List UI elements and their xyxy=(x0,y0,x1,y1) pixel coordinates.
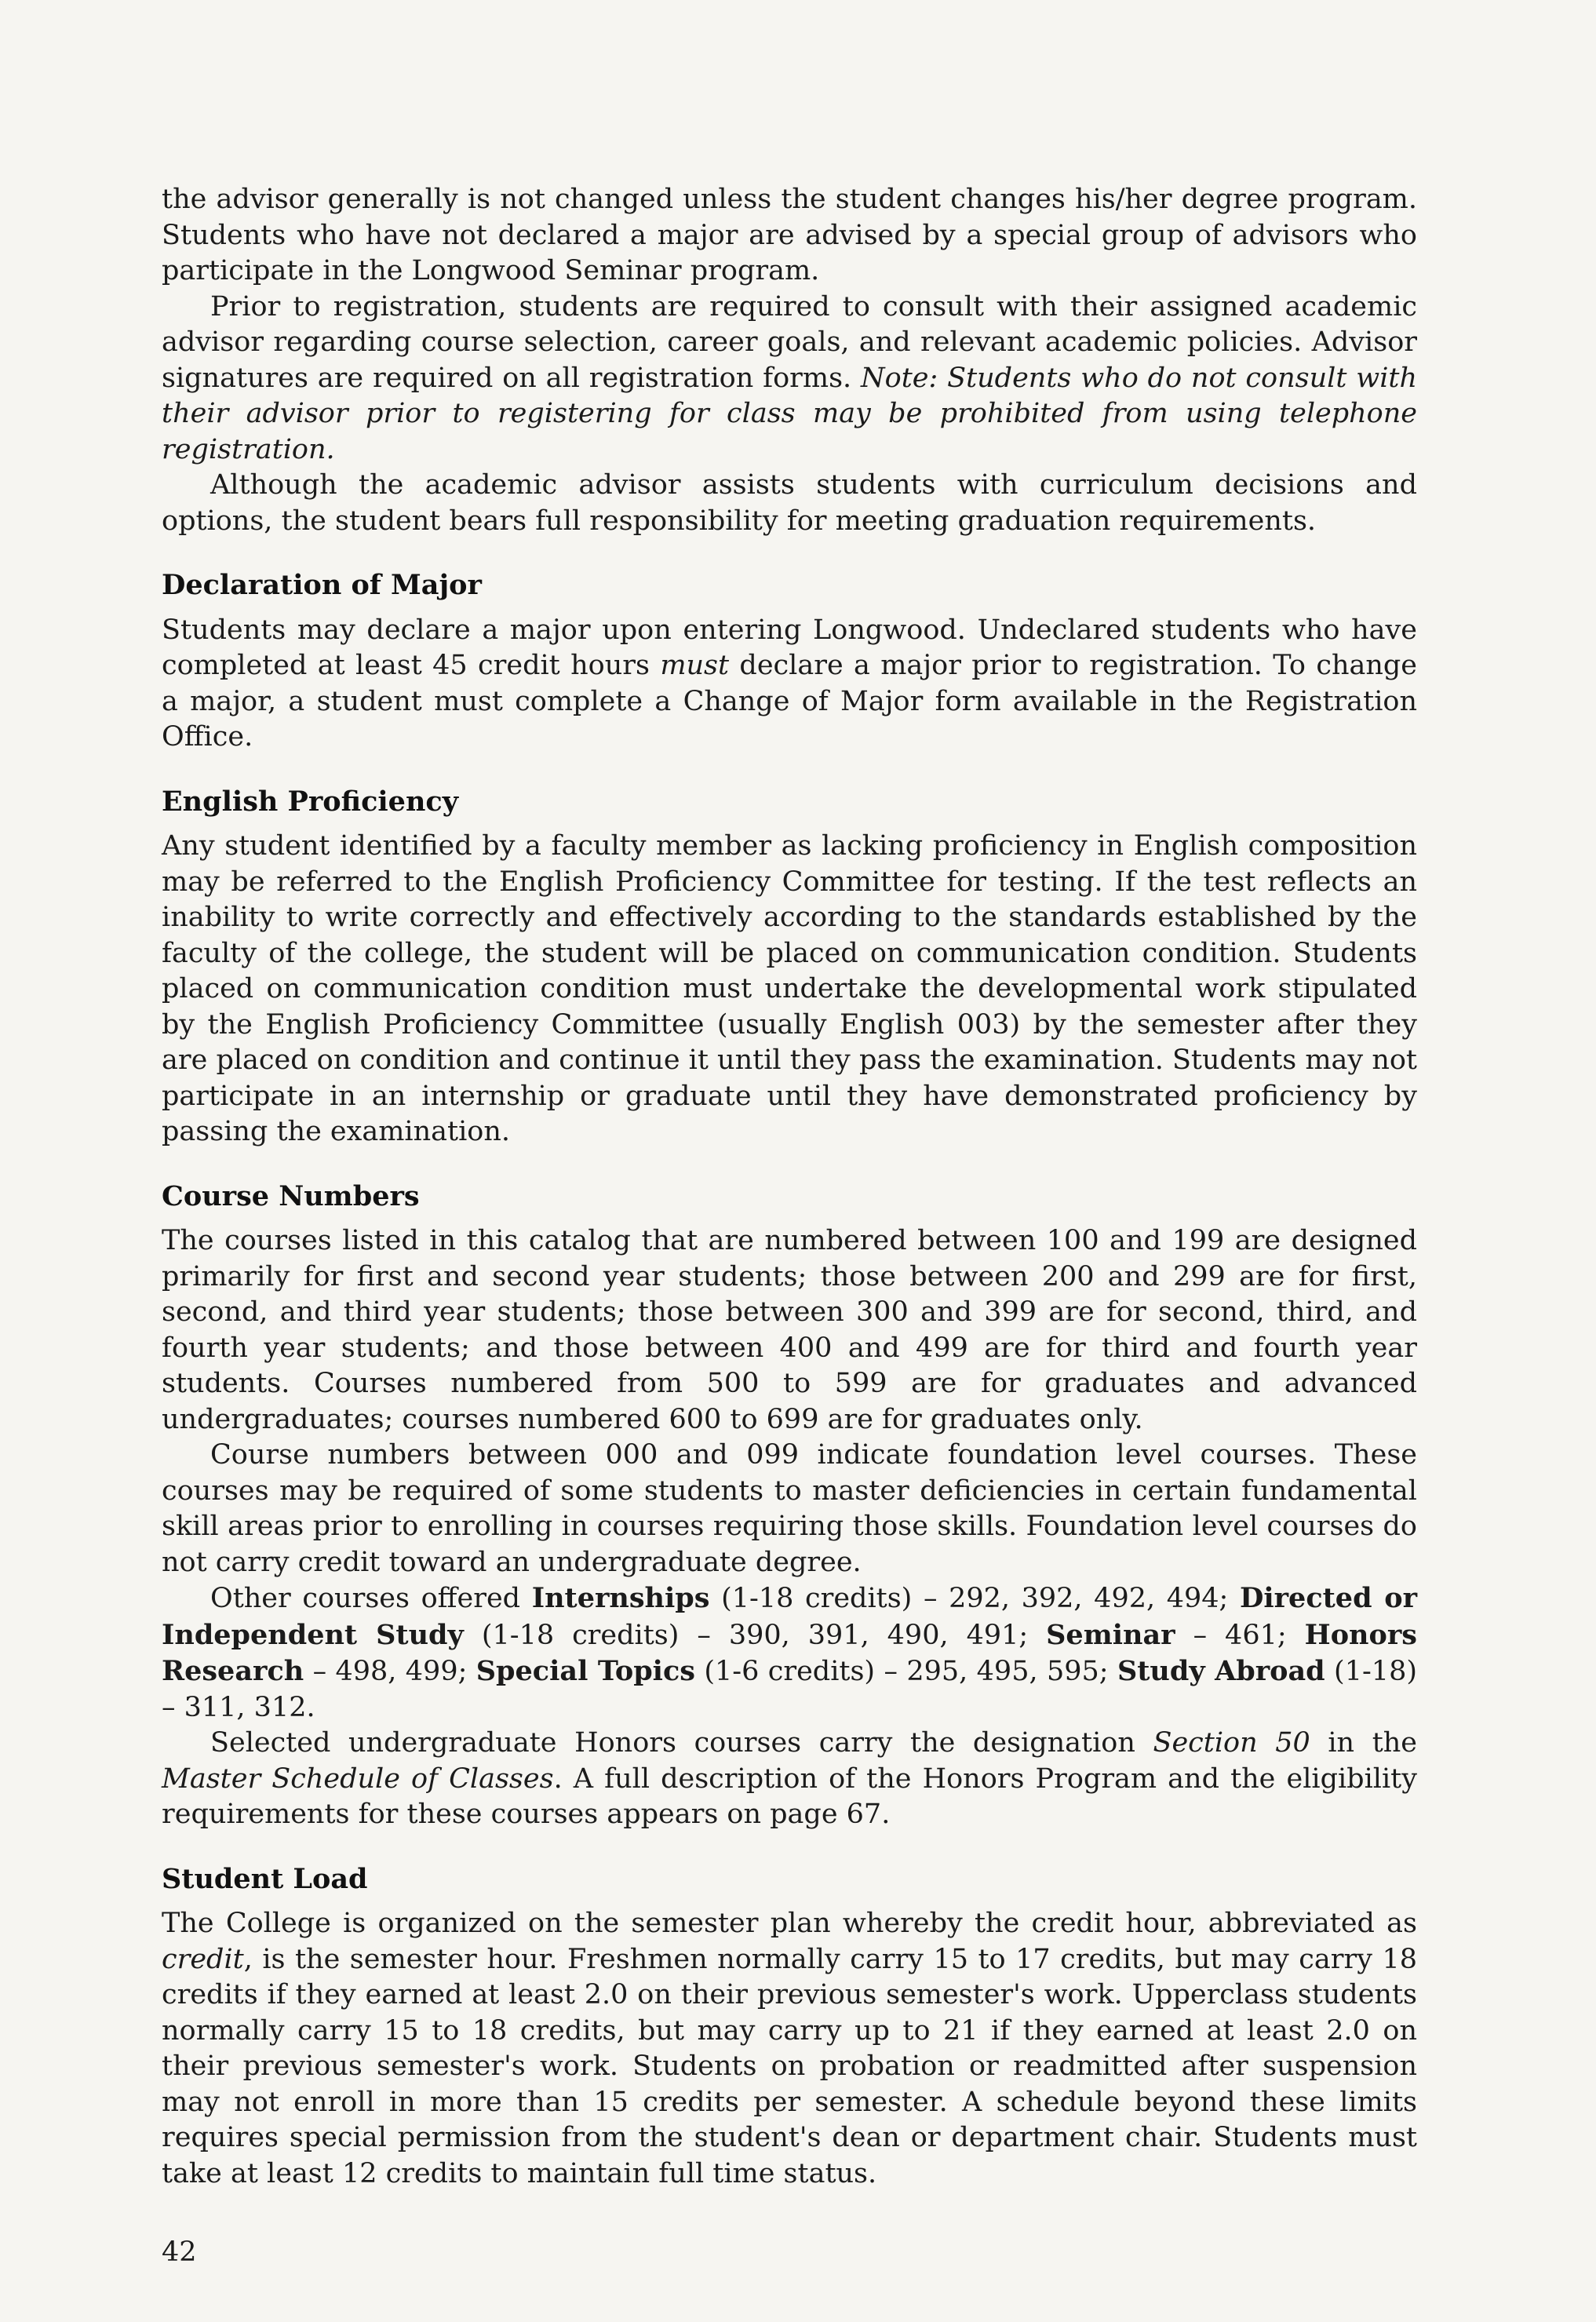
catalog-page xyxy=(162,182,1417,2192)
internships-term: Internships xyxy=(531,1582,710,1614)
declaration-paragraph xyxy=(162,613,1417,756)
course-numbers-heading: Course Numbers xyxy=(162,1179,420,1212)
honors-research-term: Honors Research xyxy=(162,1618,1417,1687)
course-numbers-paragraph-1: The courses listed in this catalog that are numbered between 100 and 199 are designed primarily for first and second year students; those between 200 and 299 are for first, second, and third year students; those between 300 and 399 are for second, third, and fourth year students; and those between 400 and 499 are for third and fourth year students. Courses numbered from 500 to 599 are for graduates and advanced undergraduates; courses numbered 600 to 699 are for graduates only. xyxy=(162,1225,1417,1435)
advising-paragraph-1: the advisor generally is not changed unless the student changes his/her degree program. Students who have not declared a major are advised by a special group of advisors who participate in the Longwood Seminar program. xyxy=(162,184,1417,286)
course-numbers-paragraph-3 xyxy=(162,1580,1417,1726)
section-50-emphasis: Section 50 xyxy=(1153,1727,1310,1759)
declaration-emphasis: must xyxy=(660,650,730,681)
seminar-term: Seminar xyxy=(1046,1618,1175,1651)
honors-text-c: . A full description of the Honors Program and the eligibility requirements for these courses appears on page 67. xyxy=(162,1762,1418,1830)
advising-paragraph-2-text: Prior to registration, students are required to consult with their assigned academic advisor regarding course selection, career goals, and relevant academic policies. Advisor signatures are required on all registration forms. xyxy=(162,290,1417,394)
advising-note: Note: Students who do not consult with their advisor prior to registering for class may be prohibited from using telephone registration. xyxy=(162,362,1417,465)
credit-emphasis: credit xyxy=(162,1943,244,1975)
advising-paragraph-2 xyxy=(162,290,1417,468)
master-schedule-emphasis: Master Schedule of Classes xyxy=(162,1762,554,1795)
directed-study-detail: (1-18 credits) – 390, 391, 490, 491; xyxy=(463,1619,1047,1651)
honors-text-b: in the xyxy=(1310,1727,1418,1759)
other-courses-lead: Other courses offered xyxy=(210,1583,532,1614)
student-load-paragraph xyxy=(162,1906,1417,2192)
honors-research-detail: – 498, 499; xyxy=(304,1656,476,1687)
advising-paragraph-3: Although the academic advisor assists students with curriculum decisions and options, the student bears full responsibility for meeting graduation requirements. xyxy=(162,469,1417,537)
special-topics-detail: (1-6 credits) – 295, 495, 595; xyxy=(694,1656,1117,1687)
student-load-heading: Student Load xyxy=(162,1862,368,1895)
study-abroad-term: Study Abroad xyxy=(1117,1655,1325,1687)
english-heading: English Proficiency xyxy=(162,785,459,818)
course-numbers-paragraph-4 xyxy=(162,1726,1417,1833)
study-abroad-detail: (1-18) – 311, 312. xyxy=(162,1656,1417,1723)
honors-text-a: Selected undergraduate Honors courses carry the designation xyxy=(210,1727,1153,1759)
internships-detail: (1-18 credits) – 292, 392, 492, 494; xyxy=(709,1583,1240,1614)
declaration-text-a: Students may declare a major upon entering Longwood. Undeclared students who have completed at least 45 credit hours xyxy=(162,614,1417,681)
special-topics-term: Special Topics xyxy=(476,1655,695,1687)
student-load-text-b: , is the semester hour. Freshmen normally carry 15 to 17 credits, but may carry 18 credits if they earned at least 2.0 on their previous semester's work. Upperclass students normally carry 15 to 18 credits, but may carry up to 21 if they earned at least 2.0 on their previous semester's work. Students on probation or readmitted after suspension may not enroll in more than 15 credits per semester. A schedule beyond these limits requires special permission from the student's dean or department chair. Students must take at least 12 credits to maintain full time status. xyxy=(162,1943,1417,2189)
english-paragraph: Any student identified by a faculty member as lacking proficiency in English composition may be referred to the English Proficiency Committee for testing. If the test reflects an inability to write correctly and effectively according to the standards established by the faculty of the college, the student will be placed on communication condition. Students placed on communication condition must undertake the developmental work stipulated by the English Proficiency Committee (usually English 003) by the semester after they are placed on condition and continue it until they pass the examination. Students may not participate in an internship or graduate until they have demonstrated proficiency by passing the examination. xyxy=(162,830,1417,1147)
directed-study-term: Directed or Independent Study xyxy=(162,1582,1418,1651)
declaration-text-b: declare a major prior to registration. To change a major, a student must complete a Change of Major form available in the Registration Office. xyxy=(162,650,1418,753)
declaration-heading: Declaration of Major xyxy=(162,569,482,601)
seminar-detail: – 461; xyxy=(1175,1619,1305,1651)
course-numbers-paragraph-2: Course numbers between 000 and 099 indicate foundation level courses. These courses may be required of some students to master deficiencies in certain fundamental skill areas prior to enrolling in courses requiring those skills. Foundation level courses do not carry credit toward an undergraduate degree. xyxy=(162,1439,1417,1578)
page-number: 42 xyxy=(162,2236,197,2268)
student-load-text-a: The College is organized on the semester plan whereby the credit hour, abbreviated as xyxy=(162,1908,1417,1939)
